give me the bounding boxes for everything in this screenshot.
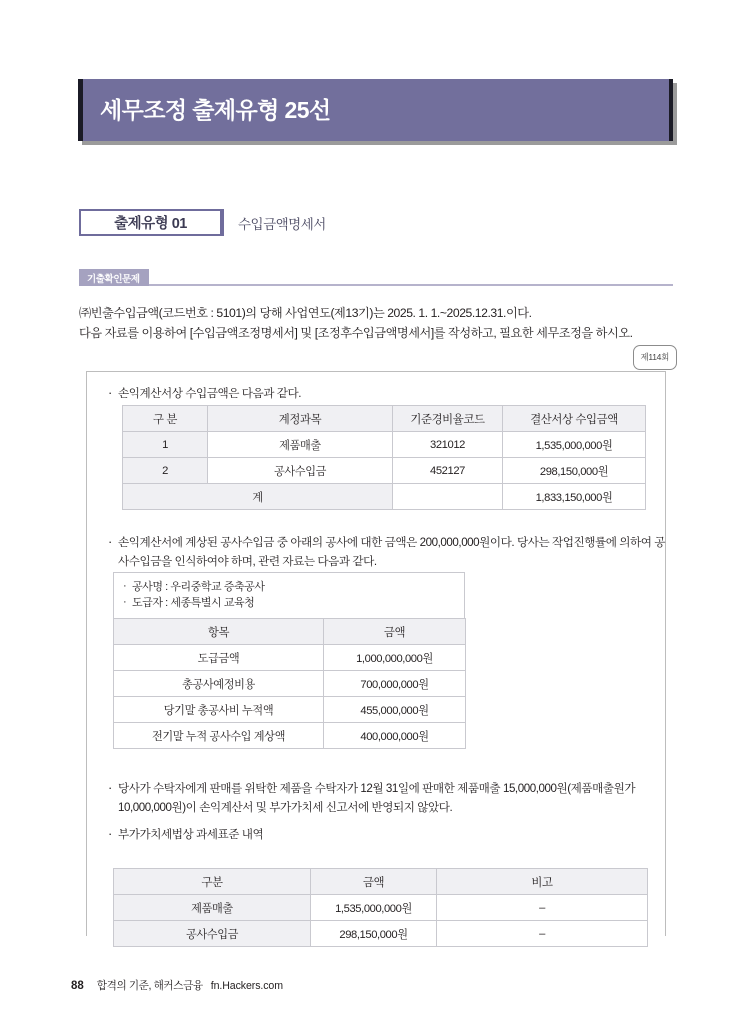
table3-r0-c0: 제품매출: [114, 895, 311, 921]
banner-bar: [78, 79, 673, 141]
table3-r1-c0: 공사수입금: [114, 921, 311, 947]
chapter-banner: [78, 79, 673, 141]
construction-amount-table: [113, 618, 466, 749]
table3-header-0: 구분: [114, 869, 311, 895]
table-row: [114, 671, 466, 697]
table-header-row: [123, 406, 646, 432]
page-number: 88: [71, 980, 84, 992]
table1-total-code: [393, 484, 503, 510]
table3-r0-c1: 1,535,000,000원: [311, 895, 437, 921]
table1-r0-c1: 제품매출: [208, 432, 393, 458]
table1-r1-c3: 298,150,000원: [503, 458, 646, 484]
section-tag-row: [79, 269, 673, 286]
table2-r3-c1: 400,000,000원: [324, 723, 466, 749]
table-header-row: [114, 619, 466, 645]
table-total-row: [123, 484, 646, 510]
table1-header-1: 계정과목: [208, 406, 393, 432]
exam-reference-badge: 제114회: [633, 345, 677, 370]
table1-total-value: 1,833,150,000원: [503, 484, 646, 510]
table2-r1-c0: 총공사예정비용: [114, 671, 324, 697]
construction-note-line-0: · 공사명 : 우리중학교 증축공사: [123, 579, 464, 595]
table2-header-1: 금액: [324, 619, 466, 645]
table2-r2-c0: 당기말 총공사비 누적액: [114, 697, 324, 723]
table1-total-label: 계: [123, 484, 393, 510]
section-tag-rule: [79, 284, 673, 286]
table2-r0-c0: 도급금액: [114, 645, 324, 671]
table1-r0-c0: 1: [123, 432, 208, 458]
table1-r1-c0: 2: [123, 458, 208, 484]
table1-header-3: 결산서상 수입금액: [503, 406, 646, 432]
table2-r2-c1: 455,000,000원: [324, 697, 466, 723]
construction-note: [113, 572, 465, 618]
table1-r1-c2: 452127: [393, 458, 503, 484]
table-row: [123, 458, 646, 484]
table2-header-0: 항목: [114, 619, 324, 645]
table-row: [114, 697, 466, 723]
table-header-row: [114, 869, 648, 895]
section-tag-label: 기출확인문제: [79, 269, 149, 286]
table-row: [114, 895, 648, 921]
table2-r1-c1: 700,000,000원: [324, 671, 466, 697]
page-footer: [71, 978, 283, 993]
footer-url: fn.Hackers.com: [210, 980, 283, 992]
table2-r3-c0: 전기말 누적 공사수입 계상액: [114, 723, 324, 749]
problem-statement: [79, 303, 677, 362]
problem-box: [86, 371, 666, 941]
table3-r1-c1: 298,150,000원: [311, 921, 437, 947]
table1-header-0: 구 분: [123, 406, 208, 432]
table3-header-1: 금액: [311, 869, 437, 895]
table-row: [114, 645, 466, 671]
table-row: [114, 921, 648, 947]
statement-line-2: 다음 자료를 이용하여 [수입금액조정명세서] 및 [조정후수입금액명세서]를 작성하고, 필요한 세무조정을 하시오.: [79, 326, 633, 340]
table3-header-2: 비고: [437, 869, 648, 895]
construction-detail-block: [113, 572, 465, 749]
table3-r0-c2: –: [437, 895, 648, 921]
table3-r1-c2: –: [437, 921, 648, 947]
income-statement-table: [122, 405, 646, 510]
table1-header-2: 기준경비율코드: [393, 406, 503, 432]
type-label: 수입금액명세서: [238, 216, 326, 232]
bullet-1: · 손익계산서상 수입금액은 다음과 같다.: [105, 384, 658, 403]
type-heading: [79, 209, 326, 236]
vat-tax-base-table: [113, 868, 648, 947]
banner-title: 세무조정 출제유형 25선: [100, 96, 331, 123]
table-row: [114, 723, 466, 749]
bullet-2: · 손익계산서에 계상된 공사수입금 중 아래의 공사에 대한 금액은 200,000,000원이다. 당사는 작업진행률에 의하여 공사수입금을 인식하여야 하며, 관련 자료는 다음과 같다.: [105, 533, 666, 571]
table-row: [123, 432, 646, 458]
table1-r1-c1: 공사수입금: [208, 458, 393, 484]
construction-note-line-1: · 도급자 : 세종특별시 교육청: [123, 595, 464, 611]
type-badge: 출제유형 01: [79, 209, 224, 236]
table1-r0-c3: 1,535,000,000원: [503, 432, 646, 458]
footer-brand: 합격의 기준, 해커스금융: [96, 980, 203, 992]
table1-r0-c2: 321012: [393, 432, 503, 458]
statement-line-1: ㈜빈출수입금액(코드번호 : 5101)의 당해 사업연도(제13기)는 2025. 1. 1.~2025.12.31.이다.: [79, 306, 532, 320]
bullet-4: · 부가가치세법상 과세표준 내역: [105, 825, 658, 844]
bullet-3: · 당사가 수탁자에게 판매를 위탁한 제품을 수탁자가 12월 31일에 판매한 제품매출 15,000,000원(제품매출원가 10,000,000원)이 손익계산서 및 부가가치세 신고서에 반영되지 않았다.: [105, 779, 666, 817]
table2-r0-c1: 1,000,000,000원: [324, 645, 466, 671]
